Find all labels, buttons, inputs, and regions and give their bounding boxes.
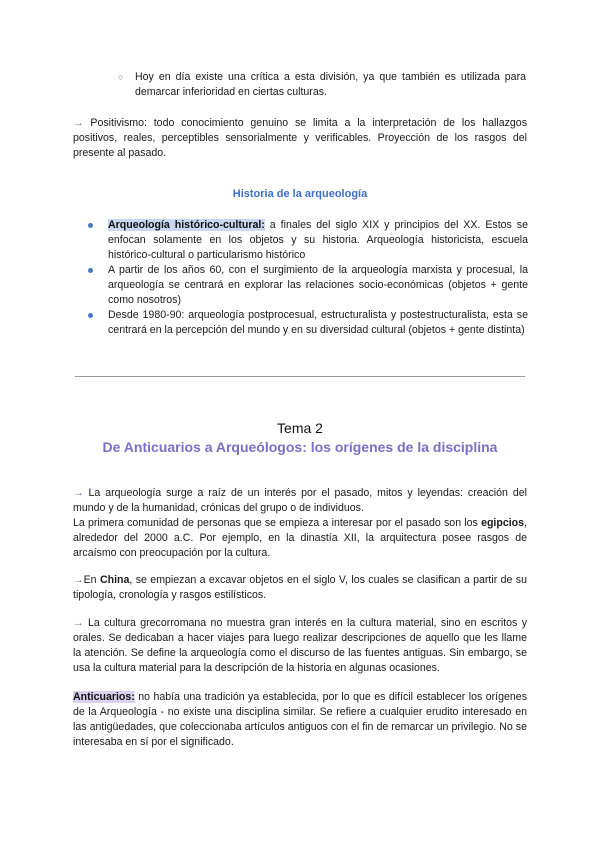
paragraph-text: La arqueología surge a raíz de un interés por el pasado, mitos y leyendas: creación del mundo y de la humanidad, crónicas del grupo o de individuos.	[73, 487, 527, 514]
positivismo-paragraph	[73, 116, 527, 161]
bullet-dot-icon	[88, 313, 93, 318]
list-item	[88, 263, 528, 308]
section-title-historia: Historia de la arqueología	[232, 188, 368, 200]
arrow-icon: →	[73, 117, 84, 129]
paragraph-text: En	[83, 574, 100, 586]
bold-term: China	[99, 574, 130, 586]
paragraph-origen	[73, 486, 527, 561]
highlight-term: Anticuarios:	[73, 691, 135, 703]
list-item	[88, 218, 528, 263]
paragraph-text: La cultura grecorromana no muestra gran interés en la cultura material, sino en escritos y orales. Se dedicaban a hacer viajes para luego realizar descripciones de aquello que les llame la atención. Se define la arqueología como el discurso de las fuentes antiguas. Sin embargo, se usa la cultura material para la descripción de la historia en algunas ocasiones.	[73, 617, 527, 674]
paragraph-text: no había una tradición ya establecida, por lo que es difícil establecer los orígenes de la Arqueología - no existe una disciplina similar. Se refiere a cualquier erudito interesado en las antigüedades, que coleccionaba artículos antiguos con el fin de remarcar un privilegio. No se interesaba en sí por el significado.	[73, 691, 527, 748]
bullet-dot-icon	[88, 268, 93, 273]
horizontal-divider	[75, 376, 525, 377]
paragraph-text: La primera comunidad de personas que se empieza a interesar por el pasado son los	[73, 517, 482, 529]
hollow-circle-bullet-icon: ○	[118, 72, 124, 82]
paragraph-text: , se empiezan a excavar objetos en el siglo V, los cuales se clasifican a partir de su tipología, cronología y rasgos estilísticos.	[73, 574, 527, 601]
list-item-text: a finales del siglo XIX y principios del XX. Estos se enfocan solamente en los objetos y su historia. Arqueología historicista, escuela histórico-cultural o particularismo histórico	[108, 219, 528, 261]
list-item-text: A partir de los años 60, con el surgimiento de la arqueología marxista y procesual, la arqueología se centrará en explorar las relaciones socio-económicas (objetos + gente como nosotros)	[108, 264, 528, 306]
arrow-icon: →	[73, 574, 84, 586]
arrow-icon: →	[73, 487, 84, 499]
list-item	[88, 308, 528, 338]
list-item-text: Desde 1980-90: arqueología postprocesual, estructuralista y postestructuralista, esta se centrará en la percepción del mundo y en su diversidad cultural (objetos + gente distinta)	[108, 309, 528, 336]
historia-bullet-list	[88, 218, 528, 338]
highlight-term: Arqueología histórico-cultural:	[108, 219, 265, 231]
arrow-icon: →	[73, 617, 84, 629]
bold-term: egipcios	[481, 517, 525, 529]
positivismo-text: Positivismo: todo conocimiento genuino se limita a la interpretación de los hallazgos positivos, reales, perceptibles sensorialmente y verificables. Proyección de los rasgos del presente al pasado.	[73, 117, 527, 159]
paragraph-anticuarios	[73, 690, 527, 750]
paragraph-china	[73, 573, 527, 603]
sub-bullet-item	[118, 70, 526, 100]
paragraph-grecorromana	[73, 616, 527, 676]
bullet-dot-icon	[88, 223, 93, 228]
sub-bullet-text: Hoy en día existe una crítica a esta división, ya que también es utilizada para demarcar inferioridad en ciertas culturas.	[135, 71, 526, 98]
chapter-title: De Anticuarios a Arqueólogos: los orígenes de la disciplina	[102, 439, 498, 455]
paragraph-text: , alrededor del 2000 a.C. Por ejemplo, en la dinastía XII, la arquitectura posee rasgos de arcaísmo con preocupación por la cultura.	[73, 517, 527, 559]
chapter-label: Tema 2	[277, 420, 323, 436]
